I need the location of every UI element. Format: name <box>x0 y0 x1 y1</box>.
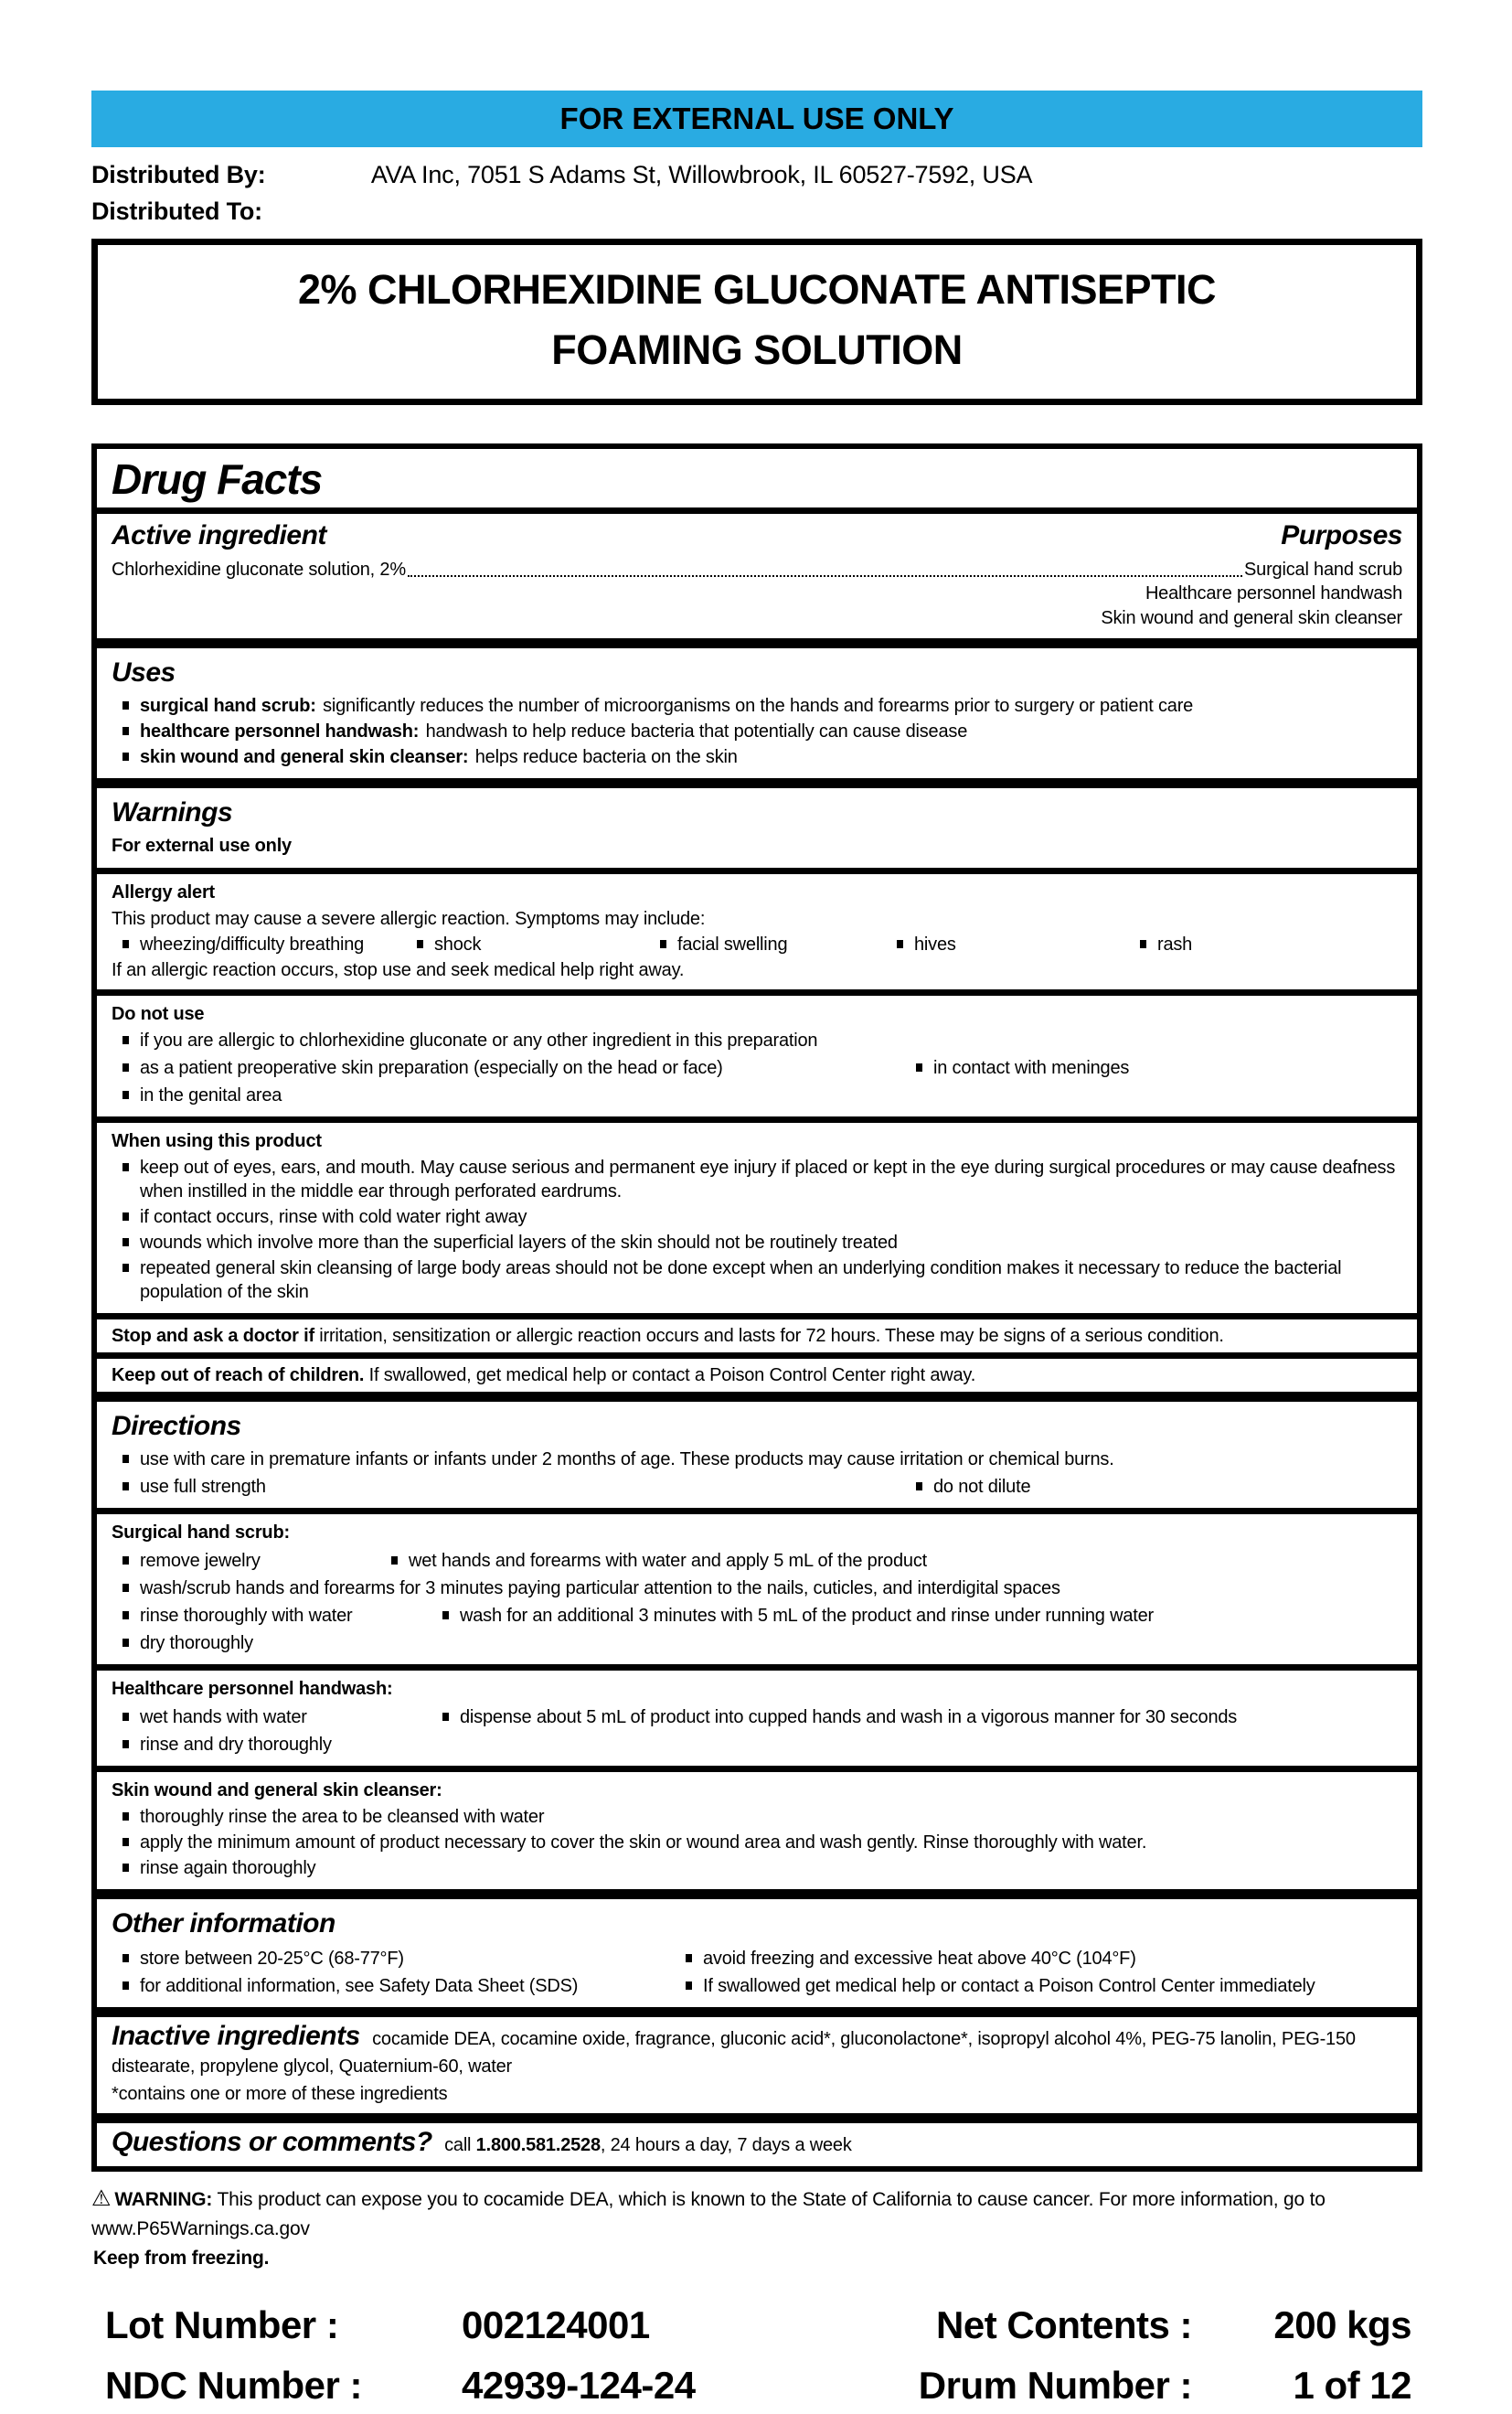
product-title-line1: 2% CHLORHEXIDINE GLUCONATE ANTISEPTIC <box>297 266 1217 313</box>
active-ingredient-section <box>108 514 1406 638</box>
stop-ask-doctor-text: irritation, sensitization or allergic reaction occurs and lasts for 72 hours. These may be signs of a serious condition. <box>319 1326 1224 1346</box>
uses-section <box>108 648 1406 778</box>
bullet-icon <box>916 1482 922 1490</box>
drug-facts-panel <box>91 443 1422 2172</box>
uses-bullet-2-text: handwash to help reduce bacteria that potentially can cause disease <box>425 721 968 742</box>
section-divider <box>97 1392 1417 1402</box>
bullet-icon <box>122 1264 129 1272</box>
uses-bullet-1 <box>122 694 1402 718</box>
questions-section <box>108 2123 1406 2166</box>
external-use-banner-text: FOR EXTERNAL USE ONLY <box>559 101 954 135</box>
surgical-bullet-1: remove jewelry <box>122 1549 391 1573</box>
symptom-1: wheezing/difficulty breathing <box>122 933 417 956</box>
bullet-icon <box>122 1212 129 1221</box>
surgical-bullet-5: wash for an additional 3 minutes with 5 mL of the product and rinse under running water <box>442 1604 1402 1628</box>
healthcare-handwash-subsection <box>108 1671 1406 1766</box>
questions-hours: , 24 hours a day, 7 days a week <box>600 2135 852 2155</box>
when-using-bullet-3: wounds which involve more than the superficial layers of the skin should not be routinely treated <box>122 1231 1402 1255</box>
purpose-1: Surgical hand scrub <box>1244 560 1402 580</box>
bullet-icon <box>122 1455 129 1463</box>
uses-bullet-2 <box>122 720 1402 743</box>
warnings-section <box>108 788 1406 868</box>
uses-bullet-3-text: helps reduce bacteria on the skin <box>474 747 738 767</box>
active-ingredient-heading: Active ingredient <box>112 520 326 550</box>
allergy-symptoms-row <box>122 931 1402 958</box>
bullet-icon <box>686 1981 692 1990</box>
keep-out-lead: Keep out of reach of children. <box>112 1365 365 1385</box>
subsection-divider <box>97 1664 1417 1671</box>
inactive-ingredients-note: *contains one or more of these ingredients <box>112 2084 448 2104</box>
purposes-heading: Purposes <box>1281 520 1402 550</box>
healthcare-handwash-heading: Healthcare personnel handwash: <box>112 1679 393 1699</box>
distributed-to-row <box>91 193 1512 230</box>
bullet-icon <box>122 1556 129 1565</box>
questions-call-text: call <box>444 2135 472 2155</box>
uses-bullet-3-lead: skin wound and general skin cleanser: <box>140 747 469 767</box>
when-using-bullet-4: repeated general skin cleansing of large body areas should not be done except when an underlying condition makes it necessary to reduce the bacterial population of the skin <box>122 1256 1402 1304</box>
do-not-use-bullet-4: in the genital area <box>122 1084 1402 1107</box>
bullet-icon <box>122 1812 129 1821</box>
do-not-use-bullet-1: if you are allergic to chlorhexidine gluconate or any other ingredient in this preparation <box>122 1029 1402 1052</box>
directions-bullet-1: use with care in premature infants or infants under 2 months of age. These products may cause irritation or chemical burns. <box>122 1447 1402 1471</box>
bullet-icon <box>122 1611 129 1619</box>
other-info-bullet-2: avoid freezing and excessive heat above 40°C (104°F) <box>686 1947 1402 1971</box>
subsection-divider <box>97 1116 1417 1123</box>
prop65-warning <box>91 2184 1435 2273</box>
allergy-intro: This product may cause a severe allergic reaction. Symptoms may include: <box>112 909 706 929</box>
bullet-icon <box>122 1584 129 1592</box>
allergy-outro: If an allergic reaction occurs, stop use and seek medical help right away. <box>112 960 685 980</box>
external-use-banner <box>91 91 1422 147</box>
distributed-by-row <box>91 156 1512 193</box>
keep-out-of-reach-line <box>108 1359 1406 1392</box>
active-ingredient-name: Chlorhexidine gluconate solution, 2% <box>112 560 406 580</box>
cleanser-bullet-1: thoroughly rinse the area to be cleansed with water <box>122 1805 1402 1829</box>
allergy-alert-subsection <box>108 874 1406 989</box>
distributed-by-value: AVA Inc, 7051 S Adams St, Willowbrook, IL 60527-7592, USA <box>370 161 1033 188</box>
external-use-line: For external use only <box>112 836 292 856</box>
section-divider <box>97 2113 1417 2123</box>
skin-cleanser-heading: Skin wound and general skin cleanser: <box>112 1780 442 1800</box>
net-contents-value: 200 kgs <box>1273 2303 1411 2346</box>
bullet-icon <box>122 753 129 761</box>
prop65-warning-text: This product can expose you to cocamide DEA, which is known to the State of California to cause cancer. For more information, go to www.P65Warnings.ca.gov <box>91 2189 1326 2239</box>
bullet-icon <box>122 1063 129 1072</box>
bullet-icon <box>122 1954 129 1962</box>
prop65-warning-label: WARNING: <box>114 2189 213 2210</box>
product-title-line2: FOAMING SOLUTION <box>551 326 963 373</box>
uses-bullet-3 <box>122 745 1402 769</box>
bullet-icon <box>916 1063 922 1072</box>
uses-heading: Uses <box>112 657 176 688</box>
subsection-divider <box>97 989 1417 996</box>
surgical-hand-scrub-heading: Surgical hand scrub: <box>112 1522 290 1543</box>
drum-number-label: Drum Number : <box>918 2364 1192 2407</box>
section-divider <box>97 1889 1417 1899</box>
surgical-row-3 <box>122 1602 1402 1629</box>
bullet-icon <box>122 1091 129 1099</box>
lot-info-block <box>0 2297 1512 2414</box>
ndc-number-value: 42939-124-24 <box>462 2364 696 2407</box>
keep-from-freezing: Keep from freezing. <box>93 2248 270 2269</box>
bullet-icon <box>686 1954 692 1962</box>
directions-heading: Directions <box>112 1411 241 1441</box>
surgical-bullet-6: dry thoroughly <box>122 1631 1402 1655</box>
ndc-number-label: NDC Number : <box>105 2364 363 2407</box>
allergy-alert-heading: Allergy alert <box>112 882 216 903</box>
handwash-row-1 <box>122 1704 1402 1731</box>
distribution-block <box>91 156 1512 230</box>
distributed-to-label: Distributed To: <box>91 198 262 225</box>
bullet-icon <box>660 940 666 948</box>
dotted-leader <box>408 575 1242 577</box>
other-info-row-2 <box>122 1972 1402 2000</box>
warnings-heading: Warnings <box>112 797 233 828</box>
drum-number-value: 1 of 12 <box>1293 2364 1411 2407</box>
bullet-icon <box>122 1238 129 1246</box>
directions-bullet-2: use full strength <box>122 1475 916 1499</box>
surgical-bullet-3: wash/scrub hands and forearms for 3 minutes paying particular attention to the nails, cuticles, and interdigital spaces <box>122 1576 1402 1600</box>
handwash-bullet-3: rinse and dry thoroughly <box>122 1733 1402 1757</box>
lot-number-label: Lot Number : <box>105 2303 339 2346</box>
directions-bullet-3: do not dilute <box>916 1475 1402 1499</box>
other-info-bullet-3: for additional information, see Safety Data Sheet (SDS) <box>122 1974 686 1998</box>
bullet-icon <box>122 1838 129 1846</box>
bullet-icon <box>122 1163 129 1171</box>
uses-bullet-1-text: significantly reduces the number of microorganisms on the hands and forearms prior to surgery or patient care <box>323 696 1194 716</box>
section-divider <box>97 778 1417 788</box>
symptom-2: shock <box>417 933 660 956</box>
do-not-use-heading: Do not use <box>112 1004 205 1024</box>
directions-section <box>108 1402 1406 1508</box>
bullet-icon <box>122 701 129 710</box>
surgical-bullet-2: wet hands and forearms with water and apply 5 mL of the product <box>391 1549 1402 1573</box>
questions-phone: 1.800.581.2528 <box>475 2135 601 2155</box>
handwash-bullet-2: dispense about 5 mL of product into cupped hands and wash in a vigorous manner for 30 seconds <box>442 1705 1402 1729</box>
inactive-ingredients-section <box>108 2017 1406 2113</box>
symptom-4: hives <box>897 933 1140 956</box>
do-not-use-bullet-2: as a patient preoperative skin preparation (especially on the head or face) <box>122 1056 916 1080</box>
bullet-icon <box>122 1713 129 1721</box>
cleanser-bullet-2: apply the minimum amount of product necessary to cover the skin or wound area and wash gently. Rinse thoroughly with water. <box>122 1831 1402 1854</box>
do-not-use-bullet-3: in contact with meninges <box>916 1056 1402 1080</box>
purpose-2: Healthcare personnel handwash <box>1145 583 1402 604</box>
section-divider <box>97 507 1417 514</box>
bullet-icon <box>122 1740 129 1748</box>
do-not-use-subsection <box>108 996 1406 1116</box>
drug-facts-title: Drug Facts <box>112 455 323 503</box>
bullet-icon <box>122 1864 129 1872</box>
when-using-heading: When using this product <box>112 1131 322 1151</box>
bullet-icon <box>122 727 129 735</box>
when-using-bullet-2: if contact occurs, rinse with cold water right away <box>122 1205 1402 1229</box>
surgical-row-1 <box>122 1547 1402 1575</box>
product-title-box <box>91 239 1422 405</box>
cleanser-bullet-3: rinse again thoroughly <box>122 1856 1402 1880</box>
when-using-subsection <box>108 1123 1406 1313</box>
uses-bullet-1-lead: surgical hand scrub: <box>140 696 316 716</box>
other-information-section <box>108 1899 1406 2007</box>
directions-row-2 <box>122 1473 1402 1501</box>
stop-ask-doctor-lead: Stop and ask a doctor if <box>112 1326 314 1346</box>
lot-number-value: 002124001 <box>462 2303 650 2346</box>
bullet-icon <box>122 1981 129 1990</box>
surgical-hand-scrub-subsection <box>108 1514 1406 1664</box>
bullet-icon <box>122 1639 129 1647</box>
bullet-icon <box>122 1036 129 1044</box>
subsection-divider <box>97 1352 1417 1359</box>
skin-cleanser-subsection <box>108 1772 1406 1889</box>
stop-ask-doctor-line <box>108 1319 1406 1352</box>
subsection-divider <box>97 1508 1417 1514</box>
uses-bullet-2-lead: healthcare personnel handwash: <box>140 721 420 742</box>
subsection-divider <box>97 1313 1417 1319</box>
subsection-divider <box>97 868 1417 874</box>
handwash-bullet-1: wet hands with water <box>122 1705 442 1729</box>
bullet-icon <box>122 940 129 948</box>
questions-heading: Questions or comments? <box>112 2127 432 2157</box>
other-info-bullet-1: store between 20-25°C (68-77°F) <box>122 1947 686 1971</box>
other-info-bullet-4: If swallowed get medical help or contact a Poison Control Center immediately <box>686 1974 1402 1998</box>
bullet-icon <box>391 1556 398 1565</box>
keep-out-text: If swallowed, get medical help or contact a Poison Control Center right away. <box>368 1365 976 1385</box>
bullet-icon <box>442 1611 449 1619</box>
purpose-3: Skin wound and general skin cleanser <box>1101 608 1402 628</box>
bullet-icon <box>417 940 423 948</box>
prop65-warning-line <box>91 2184 1435 2244</box>
distributed-by-label: Distributed By: <box>91 161 266 188</box>
warning-triangle-icon: ⚠ <box>91 2186 112 2211</box>
bullet-icon <box>122 1482 129 1490</box>
symptom-5: rash <box>1140 933 1402 956</box>
other-information-heading: Other information <box>112 1908 335 1939</box>
bullet-icon <box>897 940 903 948</box>
do-not-use-row-2 <box>122 1054 1402 1082</box>
surgical-bullet-4: rinse thoroughly with water <box>122 1604 442 1628</box>
net-contents-label: Net Contents : <box>936 2303 1192 2346</box>
bullet-icon <box>442 1713 449 1721</box>
other-info-row-1 <box>122 1945 1402 1972</box>
subsection-divider <box>97 1766 1417 1772</box>
section-divider <box>97 2007 1417 2017</box>
symptom-3: facial swelling <box>660 933 897 956</box>
inactive-ingredients-heading: Inactive ingredients <box>112 2021 360 2051</box>
when-using-bullet-1: keep out of eyes, ears, and mouth. May cause serious and permanent eye injury if placed or kept in the eye during surgical procedures or may cause deafness when instilled in the middle ear through perforated eardrums. <box>122 1156 1402 1203</box>
inactive-ingredients-list: cocamide DEA, cocamine oxide, fragrance, gluconic acid*, gluconolactone*, isopropyl alcohol 4%, PEG-75 lanolin, PEG-150 distearate, propylene glycol, Quaternium-60, water <box>112 2029 1356 2077</box>
section-divider <box>97 638 1417 648</box>
bullet-icon <box>1140 940 1146 948</box>
